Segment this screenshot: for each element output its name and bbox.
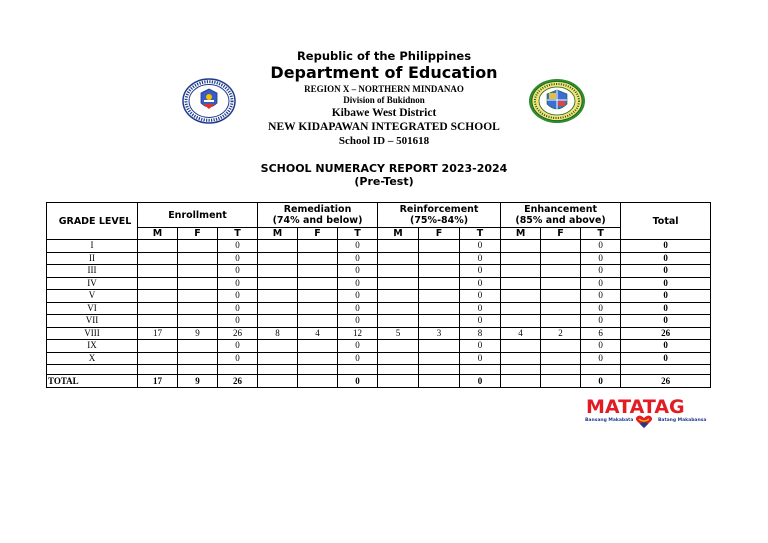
value-cell: 0 [581, 290, 621, 303]
numeracy-report-table [46, 202, 711, 388]
value-cell [541, 290, 581, 303]
sub-header-cell: M [138, 228, 178, 240]
sub-header-cell: M [378, 228, 419, 240]
reinforcement-range: (75%-84%) [409, 215, 469, 226]
table-row [47, 340, 711, 353]
total-cell: 17 [138, 375, 178, 388]
value-cell: 0 [338, 352, 378, 365]
value-cell: 0 [218, 352, 258, 365]
total-cell [378, 375, 419, 388]
grade-rows [47, 240, 711, 365]
row-total-cell: 0 [621, 352, 711, 365]
sub-header-cell: T [218, 228, 258, 240]
table-row [47, 240, 711, 253]
sub-header-cell: F [419, 228, 460, 240]
value-cell: 0 [581, 302, 621, 315]
grade-cell: X [47, 352, 138, 365]
value-cell [138, 352, 178, 365]
table-row [47, 277, 711, 290]
table-row [47, 265, 711, 278]
value-cell [298, 315, 338, 328]
row-total-cell: 0 [621, 252, 711, 265]
value-cell [501, 290, 541, 303]
district-line: Kibawe West District [331, 107, 437, 119]
value-cell [138, 277, 178, 290]
value-cell [178, 290, 218, 303]
school-seal-icon [528, 78, 586, 124]
value-cell: 0 [460, 240, 501, 253]
value-cell [419, 352, 460, 365]
remediation-range: (74% and below) [272, 215, 363, 226]
grade-cell: VII [47, 315, 138, 328]
value-cell [298, 240, 338, 253]
table-row [47, 327, 711, 340]
value-cell: 0 [460, 352, 501, 365]
total-cell: 0 [338, 375, 378, 388]
sub-header-cell: M [258, 228, 298, 240]
value-cell [178, 340, 218, 353]
value-cell: 0 [218, 252, 258, 265]
value-cell: 0 [581, 277, 621, 290]
value-cell [298, 302, 338, 315]
grade-cell: II [47, 252, 138, 265]
value-cell [501, 265, 541, 278]
grade-cell: VI [47, 302, 138, 315]
value-cell [178, 265, 218, 278]
value-cell: 0 [460, 340, 501, 353]
value-cell [178, 352, 218, 365]
table-row [47, 315, 711, 328]
value-cell [138, 340, 178, 353]
value-cell [258, 340, 298, 353]
value-cell [298, 340, 338, 353]
value-cell [419, 252, 460, 265]
value-cell [298, 252, 338, 265]
value-cell [378, 352, 419, 365]
grade-cell: III [47, 265, 138, 278]
value-cell [378, 252, 419, 265]
enhancement-label: Enhancement [524, 204, 598, 215]
value-cell [258, 290, 298, 303]
value-cell [258, 265, 298, 278]
value-cell: 26 [218, 327, 258, 340]
value-cell [419, 340, 460, 353]
value-cell: 4 [501, 327, 541, 340]
sub-header-cell: T [460, 228, 501, 240]
value-cell [258, 315, 298, 328]
sub-header-cell: T [338, 228, 378, 240]
value-cell [378, 265, 419, 278]
value-cell: 0 [581, 265, 621, 278]
enhancement-header [501, 203, 621, 228]
value-cell [541, 277, 581, 290]
division-line: Division of Bukidnon [343, 95, 425, 105]
sub-header-cell: T [581, 228, 621, 240]
grade-cell: I [47, 240, 138, 253]
value-cell: 0 [581, 340, 621, 353]
value-cell [258, 302, 298, 315]
value-cell [138, 252, 178, 265]
report-title: SCHOOL NUMERACY REPORT 2023-2024 [260, 162, 508, 175]
value-cell: 0 [460, 265, 501, 278]
subheader-row [47, 228, 711, 240]
row-total-cell: 0 [621, 302, 711, 315]
value-cell: 2 [541, 327, 581, 340]
value-cell: 0 [338, 252, 378, 265]
grade-level-header: GRADE LEVEL [47, 203, 138, 240]
value-cell [258, 252, 298, 265]
value-cell [501, 240, 541, 253]
value-cell [178, 240, 218, 253]
row-total-cell: 0 [621, 290, 711, 303]
value-cell [501, 302, 541, 315]
total-cell [298, 375, 338, 388]
value-cell [419, 302, 460, 315]
table-row [47, 352, 711, 365]
row-total-cell: 0 [621, 315, 711, 328]
department-title: Department of Education [270, 63, 498, 82]
value-cell [138, 302, 178, 315]
value-cell [378, 290, 419, 303]
value-cell [258, 352, 298, 365]
value-cell [501, 352, 541, 365]
total-cell: 26 [621, 375, 711, 388]
sub-header-cell: F [541, 228, 581, 240]
value-cell [419, 290, 460, 303]
value-cell [298, 290, 338, 303]
total-label: TOTAL [47, 375, 138, 388]
value-cell [419, 240, 460, 253]
value-cell: 0 [581, 240, 621, 253]
value-cell: 8 [460, 327, 501, 340]
value-cell: 0 [218, 302, 258, 315]
deped-seal-icon [182, 78, 236, 124]
value-cell: 0 [460, 315, 501, 328]
value-cell [178, 302, 218, 315]
value-cell: 0 [338, 315, 378, 328]
value-cell [541, 265, 581, 278]
value-cell [541, 352, 581, 365]
reinforcement-label: Reinforcement [399, 204, 479, 215]
value-cell [541, 340, 581, 353]
sub-header-cell: M [501, 228, 541, 240]
row-total-cell: 0 [621, 265, 711, 278]
total-cell: 0 [581, 375, 621, 388]
total-cell [541, 375, 581, 388]
table-row [47, 302, 711, 315]
value-cell [298, 265, 338, 278]
value-cell [138, 240, 178, 253]
sub-header-cell: F [298, 228, 338, 240]
value-cell [419, 315, 460, 328]
value-cell: 0 [581, 252, 621, 265]
school-id: School ID – 501618 [338, 135, 430, 147]
value-cell: 8 [258, 327, 298, 340]
region-line: REGION X – NORTHERN MINDANAO [304, 84, 464, 94]
value-cell [541, 302, 581, 315]
grade-cell: V [47, 290, 138, 303]
value-cell: 4 [298, 327, 338, 340]
value-cell: 0 [218, 290, 258, 303]
total-cell: 0 [460, 375, 501, 388]
value-cell [501, 315, 541, 328]
value-cell [501, 252, 541, 265]
matatag-wordmark: MATATAG [586, 396, 685, 418]
value-cell [178, 252, 218, 265]
matatag-tagline-left: Bansang Makabata [585, 418, 634, 423]
value-cell: 0 [218, 340, 258, 353]
value-cell: 0 [460, 277, 501, 290]
value-cell: 0 [218, 240, 258, 253]
value-cell: 3 [419, 327, 460, 340]
table-row [47, 252, 711, 265]
value-cell [378, 277, 419, 290]
grade-cell: VIII [47, 327, 138, 340]
enrollment-header: Enrollment [138, 203, 258, 228]
value-cell: 0 [460, 302, 501, 315]
row-total-cell: 0 [621, 340, 711, 353]
total-cell [501, 375, 541, 388]
value-cell [178, 277, 218, 290]
total-header: Total [621, 203, 711, 240]
row-total-cell: 0 [621, 240, 711, 253]
value-cell [138, 265, 178, 278]
row-total-cell: 0 [621, 277, 711, 290]
value-cell: 0 [338, 290, 378, 303]
value-cell [541, 240, 581, 253]
value-cell [378, 240, 419, 253]
school-name: NEW KIDAPAWAN INTEGRATED SCHOOL [268, 121, 500, 133]
value-cell [419, 265, 460, 278]
value-cell [378, 340, 419, 353]
total-cell: 26 [218, 375, 258, 388]
value-cell [541, 315, 581, 328]
value-cell: 0 [338, 302, 378, 315]
total-cell [258, 375, 298, 388]
value-cell [501, 340, 541, 353]
value-cell: 0 [338, 240, 378, 253]
value-cell [298, 277, 338, 290]
row-total-cell: 26 [621, 327, 711, 340]
heart-icon [635, 415, 653, 429]
value-cell [258, 240, 298, 253]
reinforcement-header [378, 203, 501, 228]
total-cell [419, 375, 460, 388]
value-cell: 0 [338, 277, 378, 290]
value-cell: 5 [378, 327, 419, 340]
sub-header-cell: F [178, 228, 218, 240]
enhancement-range: (85% and above) [515, 215, 606, 226]
value-cell [378, 302, 419, 315]
value-cell: 0 [338, 265, 378, 278]
value-cell [419, 277, 460, 290]
remediation-label: Remediation [283, 204, 352, 215]
remediation-header [258, 203, 378, 228]
grade-cell: IX [47, 340, 138, 353]
value-cell [501, 277, 541, 290]
value-cell: 0 [460, 252, 501, 265]
value-cell: 9 [178, 327, 218, 340]
value-cell [298, 352, 338, 365]
value-cell: 0 [218, 265, 258, 278]
table-row [47, 290, 711, 303]
value-cell [258, 277, 298, 290]
value-cell: 0 [460, 290, 501, 303]
value-cell [178, 315, 218, 328]
total-cell: 9 [178, 375, 218, 388]
value-cell: 0 [581, 352, 621, 365]
value-cell: 12 [338, 327, 378, 340]
value-cell [138, 290, 178, 303]
value-cell: 0 [218, 315, 258, 328]
matatag-logo [583, 396, 707, 432]
value-cell: 6 [581, 327, 621, 340]
matatag-tagline-right: Batang Makabansa [658, 418, 707, 423]
report-subtitle: (Pre-Test) [354, 175, 414, 188]
republic-line: Republic of the Philippines [296, 49, 472, 63]
grade-cell: IV [47, 277, 138, 290]
value-cell: 0 [338, 340, 378, 353]
value-cell [541, 252, 581, 265]
value-cell: 0 [218, 277, 258, 290]
value-cell: 17 [138, 327, 178, 340]
header-row [47, 203, 711, 228]
value-cell: 0 [581, 315, 621, 328]
spacer-row [47, 365, 711, 375]
total-row [47, 375, 711, 388]
value-cell [378, 315, 419, 328]
value-cell [138, 315, 178, 328]
